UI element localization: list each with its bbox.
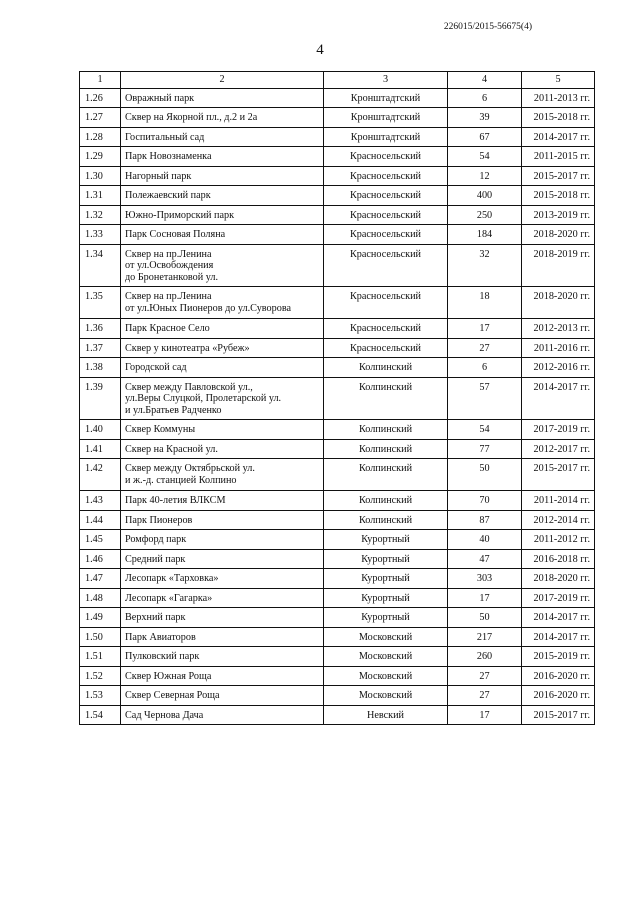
period-cell: 2017-2019 гг. bbox=[522, 420, 595, 440]
row-number-cell: 1.26 bbox=[80, 88, 121, 108]
district-cell: Московский bbox=[324, 627, 448, 647]
period-cell: 2018-2020 гг. bbox=[522, 287, 595, 319]
row-number-cell: 1.50 bbox=[80, 627, 121, 647]
period-cell: 2017-2019 гг. bbox=[522, 588, 595, 608]
park-name-cell: Сквер Северная Роща bbox=[121, 686, 324, 706]
table-row bbox=[80, 608, 595, 628]
period-cell: 2016-2020 гг. bbox=[522, 666, 595, 686]
table-row bbox=[80, 225, 595, 245]
row-number-cell: 1.30 bbox=[80, 166, 121, 186]
column-header: 3 bbox=[324, 72, 448, 89]
table-row bbox=[80, 549, 595, 569]
table-row bbox=[80, 338, 595, 358]
row-number-cell: 1.33 bbox=[80, 225, 121, 245]
period-cell: 2016-2020 гг. bbox=[522, 686, 595, 706]
row-number-cell: 1.28 bbox=[80, 127, 121, 147]
row-number-cell: 1.45 bbox=[80, 530, 121, 550]
period-cell: 2011-2015 гг. bbox=[522, 147, 595, 167]
period-cell: 2011-2013 гг. bbox=[522, 88, 595, 108]
area-cell: 6 bbox=[448, 358, 522, 378]
area-cell: 54 bbox=[448, 147, 522, 167]
district-cell: Курортный bbox=[324, 588, 448, 608]
row-number-cell: 1.46 bbox=[80, 549, 121, 569]
park-name-cell: Сад Чернова Дача bbox=[121, 705, 324, 725]
table-row bbox=[80, 166, 595, 186]
row-number-cell: 1.37 bbox=[80, 338, 121, 358]
park-name-cell: Сквер между Октябрьской ул. и ж.-д. станцией Колпино bbox=[121, 459, 324, 491]
park-name-cell: Овражный парк bbox=[121, 88, 324, 108]
period-cell: 2015-2019 гг. bbox=[522, 647, 595, 667]
row-number-cell: 1.42 bbox=[80, 459, 121, 491]
table-row bbox=[80, 459, 595, 491]
park-name-cell: Парк Новознаменка bbox=[121, 147, 324, 167]
column-header: 5 bbox=[522, 72, 595, 89]
park-name-cell: Парк Сосновая Поляна bbox=[121, 225, 324, 245]
row-number-cell: 1.41 bbox=[80, 439, 121, 459]
park-name-cell: Госпитальный сад bbox=[121, 127, 324, 147]
table-row bbox=[80, 108, 595, 128]
row-number-cell: 1.34 bbox=[80, 244, 121, 287]
area-cell: 217 bbox=[448, 627, 522, 647]
column-header: 1 bbox=[80, 72, 121, 89]
row-number-cell: 1.47 bbox=[80, 569, 121, 589]
park-name-cell: Сквер на пр.Ленина от ул.Юных Пионеров до ул.Суворова bbox=[121, 287, 324, 319]
park-name-cell: Парк Авиаторов bbox=[121, 627, 324, 647]
row-number-cell: 1.53 bbox=[80, 686, 121, 706]
area-cell: 17 bbox=[448, 319, 522, 339]
period-cell: 2014-2017 гг. bbox=[522, 127, 595, 147]
row-number-cell: 1.43 bbox=[80, 491, 121, 511]
period-cell: 2018-2019 гг. bbox=[522, 244, 595, 287]
park-name-cell: Лесопарк «Гагарка» bbox=[121, 588, 324, 608]
area-cell: 303 bbox=[448, 569, 522, 589]
parks-table bbox=[79, 71, 595, 725]
column-header: 4 bbox=[448, 72, 522, 89]
row-number-cell: 1.35 bbox=[80, 287, 121, 319]
page-number: 4 bbox=[316, 42, 324, 58]
table-row bbox=[80, 88, 595, 108]
district-cell: Колпинский bbox=[324, 439, 448, 459]
table-row bbox=[80, 186, 595, 206]
district-cell: Московский bbox=[324, 686, 448, 706]
area-cell: 260 bbox=[448, 647, 522, 667]
table-row bbox=[80, 666, 595, 686]
area-cell: 47 bbox=[448, 549, 522, 569]
document-number: 226015/2015-56675(4) bbox=[443, 22, 532, 32]
district-cell: Колпинский bbox=[324, 377, 448, 420]
table-row bbox=[80, 627, 595, 647]
period-cell: 2012-2013 гг. bbox=[522, 319, 595, 339]
period-cell: 2012-2016 гг. bbox=[522, 358, 595, 378]
park-name-cell: Сквер Коммуны bbox=[121, 420, 324, 440]
district-cell: Колпинский bbox=[324, 491, 448, 511]
district-cell: Красносельский bbox=[324, 166, 448, 186]
table-row bbox=[80, 510, 595, 530]
row-number-cell: 1.40 bbox=[80, 420, 121, 440]
park-name-cell: Средний парк bbox=[121, 549, 324, 569]
table-row bbox=[80, 205, 595, 225]
table-row bbox=[80, 569, 595, 589]
table-row bbox=[80, 127, 595, 147]
district-cell: Московский bbox=[324, 666, 448, 686]
period-cell: 2015-2017 гг. bbox=[522, 705, 595, 725]
row-number-cell: 1.36 bbox=[80, 319, 121, 339]
table-row bbox=[80, 420, 595, 440]
period-cell: 2014-2017 гг. bbox=[522, 608, 595, 628]
area-cell: 27 bbox=[448, 666, 522, 686]
area-cell: 40 bbox=[448, 530, 522, 550]
table-row bbox=[80, 377, 595, 420]
table-row bbox=[80, 147, 595, 167]
area-cell: 27 bbox=[448, 338, 522, 358]
table-row bbox=[80, 287, 595, 319]
park-name-cell: Пулковский парк bbox=[121, 647, 324, 667]
district-cell: Курортный bbox=[324, 569, 448, 589]
row-number-cell: 1.48 bbox=[80, 588, 121, 608]
area-cell: 67 bbox=[448, 127, 522, 147]
table-row bbox=[80, 491, 595, 511]
table-row bbox=[80, 244, 595, 287]
district-cell: Московский bbox=[324, 647, 448, 667]
park-name-cell: Сквер на пр.Ленина от ул.Освобождения до Бронетанковой ул. bbox=[121, 244, 324, 287]
area-cell: 57 bbox=[448, 377, 522, 420]
district-cell: Курортный bbox=[324, 530, 448, 550]
district-cell: Невский bbox=[324, 705, 448, 725]
table-row bbox=[80, 319, 595, 339]
table-row bbox=[80, 705, 595, 725]
park-name-cell: Лесопарк «Тарховка» bbox=[121, 569, 324, 589]
column-header: 2 bbox=[121, 72, 324, 89]
area-cell: 87 bbox=[448, 510, 522, 530]
table-row bbox=[80, 439, 595, 459]
period-cell: 2015-2017 гг. bbox=[522, 459, 595, 491]
row-number-cell: 1.49 bbox=[80, 608, 121, 628]
period-cell: 2011-2012 гг. bbox=[522, 530, 595, 550]
park-name-cell: Парк Красное Село bbox=[121, 319, 324, 339]
row-number-cell: 1.52 bbox=[80, 666, 121, 686]
area-cell: 184 bbox=[448, 225, 522, 245]
table-row bbox=[80, 530, 595, 550]
area-cell: 77 bbox=[448, 439, 522, 459]
park-name-cell: Сквер между Павловской ул., ул.Веры Слуцкой, Пролетарской ул. и ул.Братьев Радченко bbox=[121, 377, 324, 420]
area-cell: 54 bbox=[448, 420, 522, 440]
district-cell: Красносельский bbox=[324, 147, 448, 167]
park-name-cell: Сквер Южная Роща bbox=[121, 666, 324, 686]
row-number-cell: 1.31 bbox=[80, 186, 121, 206]
period-cell: 2012-2017 гг. bbox=[522, 439, 595, 459]
period-cell: 2016-2018 гг. bbox=[522, 549, 595, 569]
park-name-cell: Парк Пионеров bbox=[121, 510, 324, 530]
park-name-cell: Полежаевский парк bbox=[121, 186, 324, 206]
area-cell: 17 bbox=[448, 705, 522, 725]
park-name-cell: Южно-Приморский парк bbox=[121, 205, 324, 225]
area-cell: 27 bbox=[448, 686, 522, 706]
park-name-cell: Нагорный парк bbox=[121, 166, 324, 186]
period-cell: 2013-2019 гг. bbox=[522, 205, 595, 225]
row-number-cell: 1.44 bbox=[80, 510, 121, 530]
district-cell: Колпинский bbox=[324, 420, 448, 440]
area-cell: 18 bbox=[448, 287, 522, 319]
district-cell: Курортный bbox=[324, 549, 448, 569]
park-name-cell: Парк 40-летия ВЛКСМ bbox=[121, 491, 324, 511]
row-number-cell: 1.39 bbox=[80, 377, 121, 420]
row-number-cell: 1.27 bbox=[80, 108, 121, 128]
period-cell: 2015-2018 гг. bbox=[522, 186, 595, 206]
table-row bbox=[80, 686, 595, 706]
period-cell: 2018-2020 гг. bbox=[522, 569, 595, 589]
row-number-cell: 1.32 bbox=[80, 205, 121, 225]
district-cell: Красносельский bbox=[324, 287, 448, 319]
period-cell: 2012-2014 гг. bbox=[522, 510, 595, 530]
period-cell: 2011-2014 гг. bbox=[522, 491, 595, 511]
period-cell: 2018-2020 гг. bbox=[522, 225, 595, 245]
park-name-cell: Сквер на Красной ул. bbox=[121, 439, 324, 459]
district-cell: Красносельский bbox=[324, 244, 448, 287]
table-row bbox=[80, 358, 595, 378]
area-cell: 17 bbox=[448, 588, 522, 608]
area-cell: 6 bbox=[448, 88, 522, 108]
row-number-cell: 1.38 bbox=[80, 358, 121, 378]
table-header-row bbox=[80, 72, 595, 89]
district-cell: Красносельский bbox=[324, 205, 448, 225]
period-cell: 2014-2017 гг. bbox=[522, 377, 595, 420]
row-number-cell: 1.51 bbox=[80, 647, 121, 667]
park-name-cell: Ромфорд парк bbox=[121, 530, 324, 550]
park-name-cell: Верхний парк bbox=[121, 608, 324, 628]
period-cell: 2011-2016 гг. bbox=[522, 338, 595, 358]
park-name-cell: Сквер на Якорной пл., д.2 и 2а bbox=[121, 108, 324, 128]
district-cell: Кронштадтский bbox=[324, 108, 448, 128]
table-row bbox=[80, 647, 595, 667]
district-cell: Курортный bbox=[324, 608, 448, 628]
period-cell: 2014-2017 гг. bbox=[522, 627, 595, 647]
area-cell: 12 bbox=[448, 166, 522, 186]
area-cell: 400 bbox=[448, 186, 522, 206]
area-cell: 70 bbox=[448, 491, 522, 511]
area-cell: 39 bbox=[448, 108, 522, 128]
district-cell: Красносельский bbox=[324, 186, 448, 206]
area-cell: 32 bbox=[448, 244, 522, 287]
district-cell: Колпинский bbox=[324, 358, 448, 378]
area-cell: 250 bbox=[448, 205, 522, 225]
period-cell: 2015-2017 гг. bbox=[522, 166, 595, 186]
district-cell: Колпинский bbox=[324, 459, 448, 491]
district-cell: Красносельский bbox=[324, 225, 448, 245]
district-cell: Красносельский bbox=[324, 338, 448, 358]
row-number-cell: 1.29 bbox=[80, 147, 121, 167]
row-number-cell: 1.54 bbox=[80, 705, 121, 725]
district-cell: Колпинский bbox=[324, 510, 448, 530]
district-cell: Кронштадтский bbox=[324, 88, 448, 108]
district-cell: Красносельский bbox=[324, 319, 448, 339]
park-name-cell: Сквер у кинотеатра «Рубеж» bbox=[121, 338, 324, 358]
period-cell: 2015-2018 гг. bbox=[522, 108, 595, 128]
area-cell: 50 bbox=[448, 459, 522, 491]
area-cell: 50 bbox=[448, 608, 522, 628]
park-name-cell: Городской сад bbox=[121, 358, 324, 378]
district-cell: Кронштадтский bbox=[324, 127, 448, 147]
table-row bbox=[80, 588, 595, 608]
